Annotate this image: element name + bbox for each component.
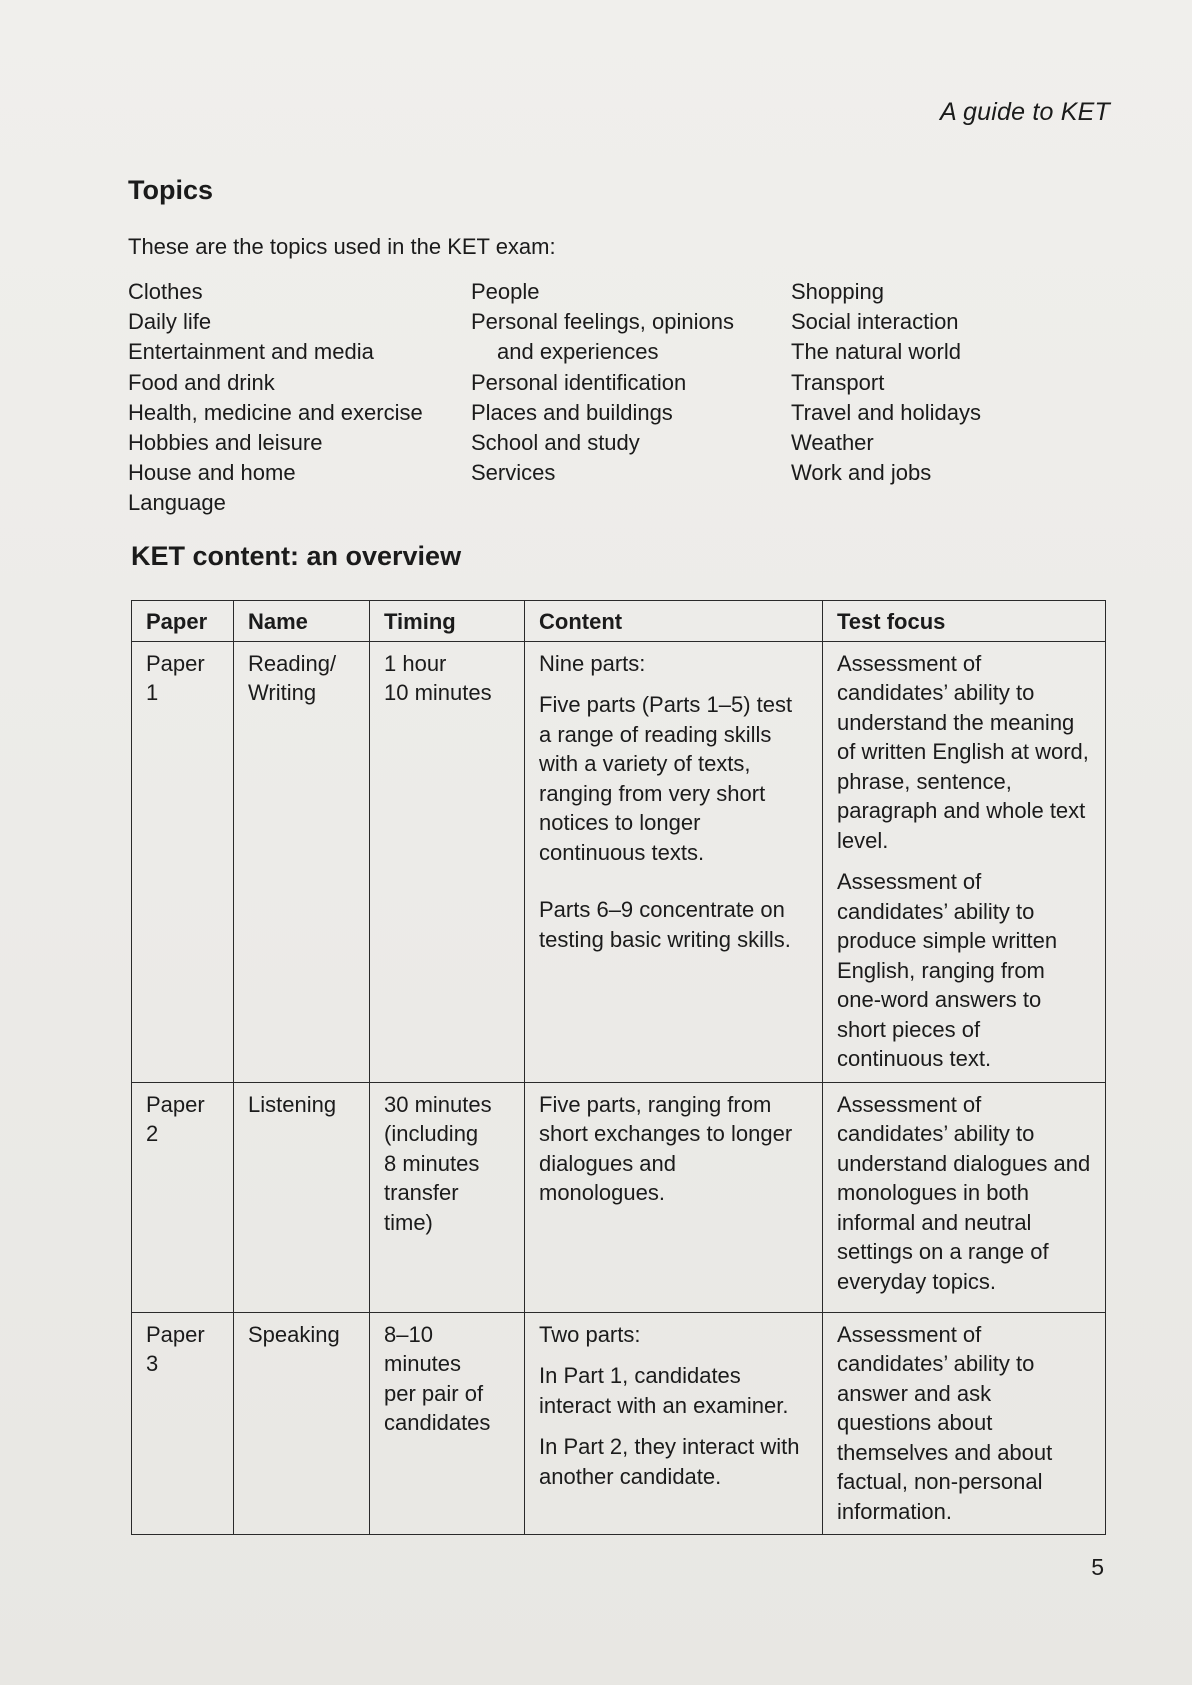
timing-line: (including [384,1121,479,1146]
topic-item: School and study [471,430,640,456]
topic-item: Personal feelings, opinions [471,309,734,335]
overview-heading: KET content: an overview [131,541,462,571]
timing-line: per pair of [384,1380,484,1406]
topic-item: Social interaction [791,309,959,335]
table-row-paper-1 [132,641,1106,1082]
name-line: Speaking [248,1321,340,1347]
topic-item: Shopping [791,279,884,304]
topic-item: Weather [791,430,874,456]
timing-cell [370,641,525,1082]
content-paragraph: In Part 2, they interact with another candidate. [539,1434,800,1489]
focus-paragraph: Assessment of candidates’ ability to answer and ask questions about themselves and about factual, non-personal information. [837,1321,1053,1524]
topic-item: Food and drink [128,369,275,395]
topics-heading: Topics [128,175,214,205]
topic-item: Work and jobs [791,460,932,486]
content-cell [525,1312,823,1535]
column-header-timing: Timing [370,601,525,642]
name-line: Reading/ [248,650,337,676]
timing-line: 1 hour [384,650,447,676]
content-paragraph: In Part 1, candidates interact with an examiner. [539,1363,789,1418]
timing-cell [370,1312,525,1535]
content-cell [525,641,823,1082]
content-paragraph: Five parts, ranging from short exchanges to longer dialogues and monologues. [539,1091,793,1205]
content-intro: Two parts: [539,1321,641,1347]
topics-column-3 [791,277,981,488]
page-number: 5 [1091,1554,1104,1580]
timing-line: 30 minutes [384,1091,492,1117]
topic-item: Daily life [128,309,212,335]
topic-item: Hobbies and leisure [128,430,323,456]
table-header-row [132,601,1106,642]
table-row-paper-3 [132,1312,1106,1535]
content-paragraph: Five parts (Parts 1–5) test a range of reading skills with a variety of texts, ranging from very short notices to longer continuous texts. [539,692,793,865]
content-intro: Nine parts: [539,650,646,676]
timing-line: 8 minutes [384,1150,480,1176]
topic-item: Places and buildings [471,399,673,425]
focus-paragraph: Assessment of candidates’ ability to understand dialogues and monologues in both informal and neutral settings on a range of everyday topics. [837,1091,1091,1294]
test-focus-cell [823,641,1106,1082]
name-cell [234,1312,370,1535]
content-cell [525,1082,823,1312]
name-cell [234,641,370,1082]
topic-item: Language [128,490,226,516]
topic-item: The natural world [791,339,961,365]
column-header-content: Content [525,601,823,642]
column-header-paper: Paper [132,601,234,642]
topics-column-1 [128,277,423,519]
timing-line: 8–10 minutes [384,1321,462,1376]
running-head: A guide to KET [939,98,1110,126]
topic-item: Travel and holidays [791,399,981,425]
topics-column-2 [471,277,734,488]
paper-cell: Paper 1 [132,641,234,1082]
topic-item: Personal identification [471,369,687,395]
test-focus-cell [823,1082,1106,1312]
column-header-name: Name [234,601,370,642]
topic-item: Services [471,460,556,486]
topic-item: People [471,279,540,304]
focus-paragraph: Assessment of candidates’ ability to understand the meaning of written English at word, phrase, sentence, paragraph and whole text level. [837,650,1089,853]
overview-table [131,600,1106,1535]
column-header-test-focus: Test focus [823,601,1106,642]
topic-item: House and home [128,460,296,486]
content-paragraph: Parts 6–9 concentrate on testing basic writing skills. [539,897,791,952]
topic-item: Entertainment and media [128,339,374,365]
topics-intro: These are the topics used in the KET exam: [128,234,556,259]
timing-line: time) [384,1209,433,1235]
topic-item: Transport [791,369,885,395]
table-row-paper-2 [132,1082,1106,1312]
topic-item-continuation: and experiences [497,339,659,365]
paper-cell: Paper 3 [132,1312,234,1535]
timing-line: 10 minutes [384,680,492,705]
timing-line: transfer [384,1180,459,1205]
name-line: Listening [248,1091,337,1117]
paper-cell: Paper 2 [132,1082,234,1312]
name-cell [234,1082,370,1312]
timing-cell [370,1082,525,1312]
topic-item: Clothes [128,279,203,304]
test-focus-cell [823,1312,1106,1535]
focus-paragraph: Assessment of candidates’ ability to produce simple written English, ranging from one-word answers to short pieces of continuous text. [837,869,1058,1071]
timing-line: candidates [384,1410,491,1435]
topic-item: Health, medicine and exercise [128,399,423,425]
name-line: Writing [248,680,317,705]
